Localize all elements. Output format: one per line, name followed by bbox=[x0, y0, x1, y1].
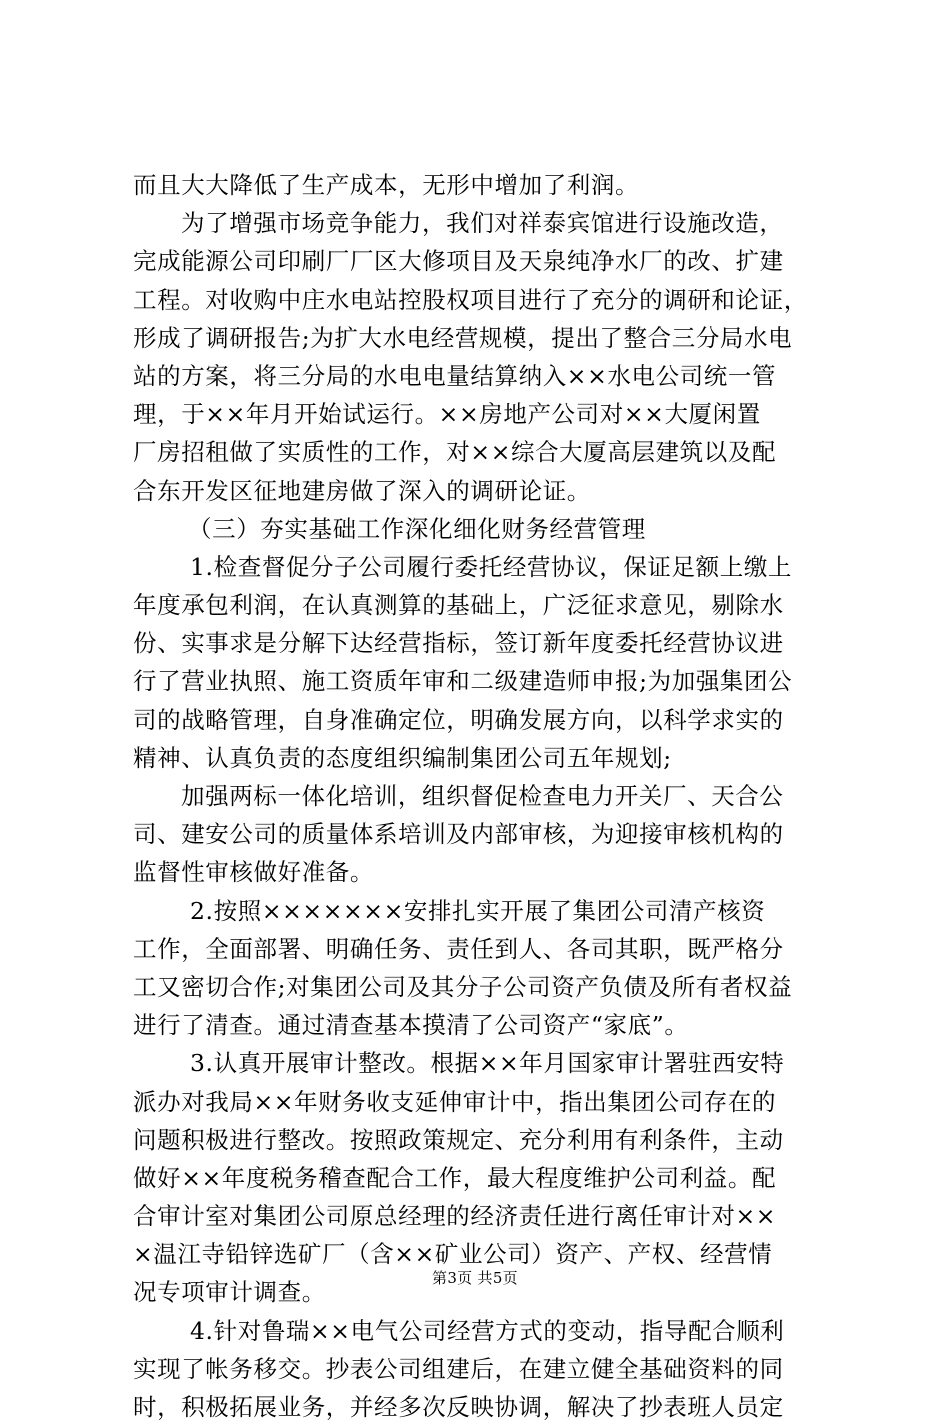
text-line: ×温江寺铅锌选矿厂（含××矿业公司）资产、产权、经营情 bbox=[133, 1240, 773, 1269]
text-line: 时，积极拓展业务，并经多次反映协调，解决了抄表班人员定 bbox=[133, 1393, 784, 1421]
paragraph-start-line: 2.按照×××××××安排扎实开展了集团公司清产核资 bbox=[190, 896, 766, 925]
text-line: 而且大大降低了生产成本，无形中增加了利润。 bbox=[133, 171, 640, 199]
text-line: 工程。对收购中庄水电站控股权项目进行了充分的调研和论证， bbox=[133, 285, 808, 314]
text-line: 份、实事求是分解下达经营指标，签订新年度委托经营协议进 bbox=[133, 629, 784, 658]
paragraph-start-line: 3.认真开展审计整改。根据××年月国家审计署驻西安特 bbox=[190, 1049, 785, 1078]
text-line: 理，于××年月开始试运行。××房地产公司对××大厦闲置 bbox=[133, 400, 761, 429]
text-line: 问题积极进行整改。按照政策规定、充分利用有利条件，主动 bbox=[133, 1125, 784, 1154]
text-line: 合审计室对集团公司原总经理的经济责任进行离任审计对×× bbox=[133, 1202, 777, 1231]
text-line: 精神、认真负责的态度组织编制集团公司五年规划; bbox=[133, 743, 672, 772]
paragraph-start-line: 加强两标一体化培训，组织督促检查电力开关厂、天合公 bbox=[181, 782, 784, 810]
text-line: 厂房招租做了实质性的工作，对××综合大厦高层建筑以及配 bbox=[133, 438, 777, 467]
text-line: 行了营业执照、施工资质年审和二级建造师申报;为加强集团公 bbox=[133, 667, 793, 696]
text-line: 监督性审核做好准备。 bbox=[133, 858, 374, 887]
section-heading: （三）夯实基础工作深化细化财务经营管理 bbox=[188, 514, 646, 543]
text-line: 工又密切合作;对集团公司及其分子公司资产负债及所有者权益 bbox=[133, 972, 793, 1001]
paragraph-start-line: 1.检查督促分子公司履行委托经营协议，保证足额上缴上 bbox=[190, 552, 793, 581]
document-body bbox=[133, 166, 828, 1426]
text-line: 年度承包利润，在认真测算的基础上，广泛征求意见，剔除水 bbox=[133, 591, 784, 620]
text-line: 进行了清查。通过清查基本摸清了公司资产“家底”。 bbox=[133, 1011, 689, 1040]
text-line: 形成了调研报告;为扩大水电经营规模，提出了整合三分局水电 bbox=[133, 323, 793, 352]
page-number-footer: 第3页 共5页 bbox=[432, 1269, 518, 1287]
text-line: 司、建安公司的质量体系培训及内部审核，为迎接审核机构的 bbox=[133, 820, 784, 849]
paragraph-start-line: 4.针对鲁瑞××电气公司经营方式的变动，指导配合顺利 bbox=[190, 1316, 785, 1345]
paragraph-start-line: 为了增强市场竞争能力，我们对祥泰宾馆进行设施改造， bbox=[181, 209, 784, 238]
text-line: 完成能源公司印刷厂厂区大修项目及天泉纯净水厂的改、扩建 bbox=[133, 247, 784, 276]
text-line: 司的战略管理，自身准确定位，明确发展方向，以科学求实的 bbox=[133, 705, 784, 734]
text-line: 合东开发区征地建房做了深入的调研论证。 bbox=[133, 476, 591, 505]
text-line: 做好××年度税务稽查配合工作，最大程度维护公司利益。配 bbox=[133, 1163, 777, 1192]
text-line: 站的方案，将三分局的水电电量结算纳入××水电公司统一管 bbox=[133, 361, 777, 390]
text-line: 况专项审计调查。 bbox=[133, 1278, 326, 1307]
text-line: 派办对我局××年财务收支延伸审计中，指出集团公司存在的 bbox=[133, 1087, 777, 1116]
text-line: 工作，全面部署、明确任务、责任到人、各司其职，既严格分 bbox=[133, 934, 784, 963]
text-line: 实现了帐务移交。抄表公司组建后，在建立健全基础资料的同 bbox=[133, 1354, 784, 1383]
